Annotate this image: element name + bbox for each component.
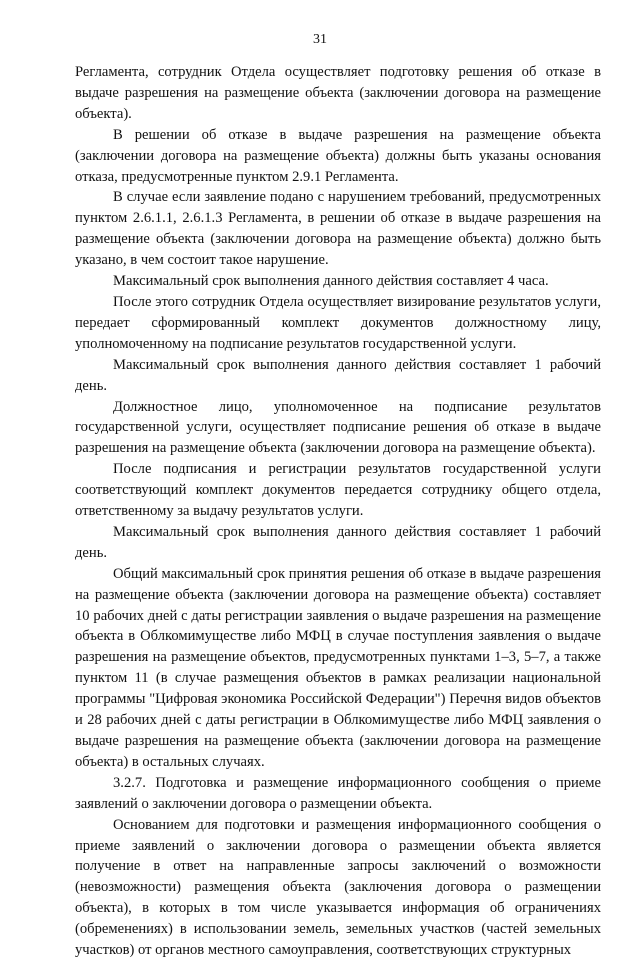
paragraph: В решении об отказе в выдаче разрешения на размещение объекта (заключении договора на размещение объекта) должны быть указаны основания отказа, предусмотренные пунктом 2.9.1 Регламента. xyxy=(75,126,601,185)
paragraph: После этого сотрудник Отдела осуществляет визирование результатов услуги, передает сформированный комплект документов должностному лицу, уполномоченному на подписание результатов государственной услуги. xyxy=(75,293,601,352)
paragraph: В случае если заявление подано с нарушением требований, предусмотренных пунктом 2.6.1.1, 2.6.1.3 Регламента, в решении об отказе в выдаче разрешения на размещение объекта (заключении договора на размещение объекта) должно быть указано, в чем состоит такое нарушение. xyxy=(75,189,601,269)
section-heading: 3.2.7. Подготовка и размещение информационного сообщения о приеме заявлений о заключении договора о размещении объекта. xyxy=(75,774,601,812)
paragraph: Должностное лицо, уполномоченное на подписание результатов государственной услуги, осуществляет подписание решения об отказе в выдаче разрешения на размещение объекта (заключении договора на размещение объекта). xyxy=(75,398,601,457)
paragraph: Максимальный срок выполнения данного действия составляет 1 рабочий день. xyxy=(75,356,601,394)
paragraph: После подписания и регистрации результатов государственной услуги соответствующий комплект документов передается сотруднику общего отдела, ответственному за выдачу результатов услуги. xyxy=(75,461,601,520)
page-body xyxy=(75,62,601,961)
paragraph: Максимальный срок выполнения данного действия составляет 4 часа. xyxy=(113,273,549,290)
paragraph: Общий максимальный срок принятия решения об отказе в выдаче разрешения на размещение объекта (заключении договора на размещение объекта) составляет 10 рабочих дней с даты регистрации заявления о выдаче разрешения на размещение объекта в Облкомимуществе либо МФЦ в случае поступления заявления о выдаче разрешения на размещение объектов, предусмотренных пунктами 1–3, 5–7, а также пунктом 11 (в случае размещения объектов в рамках реализации национальной программы "Цифровая экономика Российской Федерации") Перечня видов объектов и 28 рабочих дней с даты регистрации в Облкомимуществе либо МФЦ заявления о выдаче разрешения на размещение объекта (заключении договора на размещение объекта) в остальных случаях. xyxy=(75,565,601,770)
page-number: 31 xyxy=(313,32,327,47)
paragraph: Максимальный срок выполнения данного действия составляет 1 рабочий день. xyxy=(75,523,601,561)
paragraph: Регламента, сотрудник Отдела осуществляет подготовку решения об отказе в выдаче разрешения на размещение объекта (заключении договора на размещение объекта). xyxy=(75,64,601,122)
paragraph: Основанием для подготовки и размещения информационного сообщения о приеме заявлений о заключении договора о размещении объекта является получение в ответ на направленные запросы заключений о возможности (невозможности) размещения объекта (заключения договора о размещении объекта), в которых в том числе указывается информация об ограничениях (обременениях) в использовании земель, земельных участков (частей земельных участков) от органов местного самоуправления, соответствующих структурных xyxy=(75,816,601,959)
